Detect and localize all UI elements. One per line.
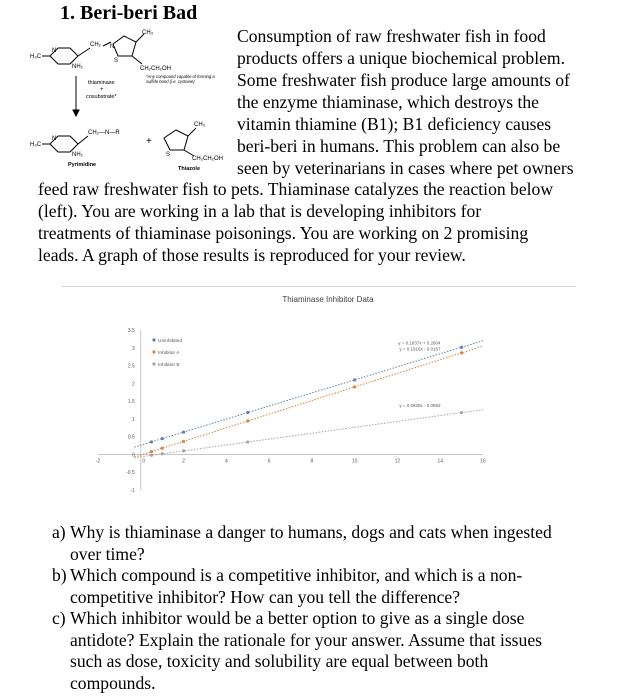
question-line: antidote? Explain the rationale for your answer. Assume that issues [70, 629, 542, 650]
x-tick-label: 2 [182, 458, 185, 465]
svg-text:N: N [110, 44, 115, 50]
text-line: feed raw freshwater fish to pets. Thiaminase catalyzes the reaction below [38, 179, 554, 199]
text-line: beri-beri in humans. This problem can also be [237, 136, 561, 156]
y-tick-label: -0.5 [126, 470, 135, 477]
y-tick-label: 1 [131, 416, 135, 423]
y-tick-label: 3.5 [127, 328, 135, 334]
svg-text:thiaminase: thiaminase [88, 80, 115, 86]
svg-text:CH₂CH₂OH: CH₂CH₂OH [140, 66, 171, 72]
data-point [161, 452, 164, 455]
data-point [150, 454, 153, 457]
data-point [161, 447, 164, 450]
svg-text:N: N [52, 136, 57, 142]
text-line: leads. A graph of those results is reproduced for your review. [38, 245, 466, 265]
x-tick-label: 6 [267, 458, 271, 465]
data-point [182, 431, 185, 434]
question-b [52, 565, 632, 608]
text-line: vitamin thiamine (B1); B1 deficiency causes [237, 114, 552, 134]
svg-text:CH₂CH₂OH: CH₂CH₂OH [192, 156, 223, 162]
x-tick-label: -2 [95, 458, 101, 465]
question-label: c) [52, 608, 66, 628]
intro-paragraph-full [38, 178, 618, 266]
thiaminase-reaction-scheme [28, 26, 236, 174]
svg-text:H₃C: H₃C [30, 54, 42, 60]
y-tick-label: 2.5 [127, 363, 135, 370]
text-line: seen by veterinarians in cases where pet owners [237, 158, 574, 178]
thiazole-ring-top [113, 36, 136, 56]
question-c [52, 608, 632, 694]
question-line: competitive inhibitor? How can you tell the difference? [70, 586, 461, 607]
legend-marker [152, 350, 155, 353]
svg-text:CH₃: CH₃ [142, 30, 154, 36]
data-point [246, 440, 249, 443]
x-tick-label: 10 [351, 458, 358, 465]
x-tick-label: 0 [142, 458, 146, 465]
cosubstrate-note: *Any compound capable of forming a sulfide bond (i.e. cysteine) [146, 74, 215, 84]
data-point [150, 440, 153, 443]
x-tick-label: 12 [394, 458, 401, 465]
svg-text:N: N [52, 48, 57, 54]
data-point [460, 346, 463, 349]
text-line: treatments of thiaminase poisonings. You are working on 2 promising [38, 223, 529, 243]
y-tick-label: 1.5 [127, 399, 135, 406]
question-label: a) [52, 522, 66, 542]
svg-text:S: S [166, 152, 171, 158]
problem-title: 1. Beri-beri Bad [60, 2, 198, 24]
svg-text:CH₃: CH₃ [194, 122, 206, 128]
svg-text:CH₂—N—R: CH₂—N—R [88, 130, 120, 136]
legend-marker [152, 362, 155, 365]
question-line: compounds. [70, 672, 156, 693]
y-tick-label: 2 [131, 381, 135, 388]
svg-text:NH₂: NH₂ [72, 152, 83, 158]
x-tick-label: 8 [310, 458, 314, 465]
text-line: Some freshwater fish produce large amounts of [237, 70, 570, 90]
legend-marker [152, 338, 155, 341]
data-point [460, 411, 463, 414]
legend-label: Inhibitor B [158, 362, 180, 368]
svg-text:+: + [100, 87, 104, 93]
question-line: Which inhibitor would be a better option to give as a single dose [70, 608, 525, 628]
question-line: Which compound is a competitive inhibitor, and which is a non- [70, 565, 523, 585]
chart-title: Thiaminase Inhibitor Data [282, 295, 374, 304]
text-line: the enzyme thiaminase, which destroys the [237, 92, 539, 112]
data-point [246, 411, 249, 414]
x-tick-label: 14 [437, 458, 444, 465]
svg-text:NH₂: NH₂ [72, 64, 83, 70]
svg-text:Pyrimidine: Pyrimidine [68, 162, 97, 168]
trendline-equation: y = 0.1916x - 0.0167 [399, 346, 441, 352]
text-line: products offers a unique biochemical problem. [237, 48, 565, 68]
svg-text:H₃C: H₃C [30, 142, 42, 148]
svg-text:CH₂: CH₂ [90, 42, 101, 48]
text-line: (left). You are working in a lab that is developing inhibitors for [38, 201, 482, 221]
data-point [353, 378, 356, 381]
y-tick-label: 0.5 [127, 434, 135, 441]
trendline-equation: y = 0.0828x - 0.0653 [399, 402, 441, 408]
legend-label: Uninhibited [158, 338, 183, 344]
x-tick-label: 4 [224, 458, 228, 465]
y-tick-label: -1 [130, 488, 135, 494]
data-point [182, 449, 185, 452]
question-a [52, 522, 632, 565]
thiazole-ring-bottom [164, 130, 188, 150]
x-tick-label: 16 [480, 458, 486, 465]
y-tick-label: 3 [131, 345, 135, 352]
chart-top-divider [62, 286, 576, 287]
y-tick-label: 0 [131, 452, 135, 459]
intro-paragraph-right [237, 25, 609, 179]
data-point [182, 440, 185, 443]
svg-text:+: + [146, 136, 152, 147]
data-point [161, 437, 164, 440]
data-point [460, 351, 463, 354]
legend-label: Inhibitor A [158, 350, 180, 356]
thiaminase-inhibitor-chart [78, 290, 578, 508]
question-list [52, 522, 632, 694]
svg-text:cosubstrate*: cosubstrate* [86, 94, 117, 100]
svg-text:S: S [114, 58, 119, 64]
question-label: b) [52, 565, 67, 585]
question-line: Why is thiaminase a danger to humans, dogs and cats when ingested [70, 522, 552, 542]
question-line: over time? [70, 543, 145, 564]
question-line: such as dose, toxicity and solubility are equal between both [70, 651, 489, 671]
svg-text:Thiazole: Thiazole [178, 166, 201, 172]
text-line: Consumption of raw freshwater fish in food [237, 26, 546, 46]
trendline-equation: y = 0.1837x + 0.2604 [398, 340, 441, 346]
data-point [150, 450, 153, 453]
data-point [246, 419, 249, 422]
data-point [353, 385, 356, 388]
